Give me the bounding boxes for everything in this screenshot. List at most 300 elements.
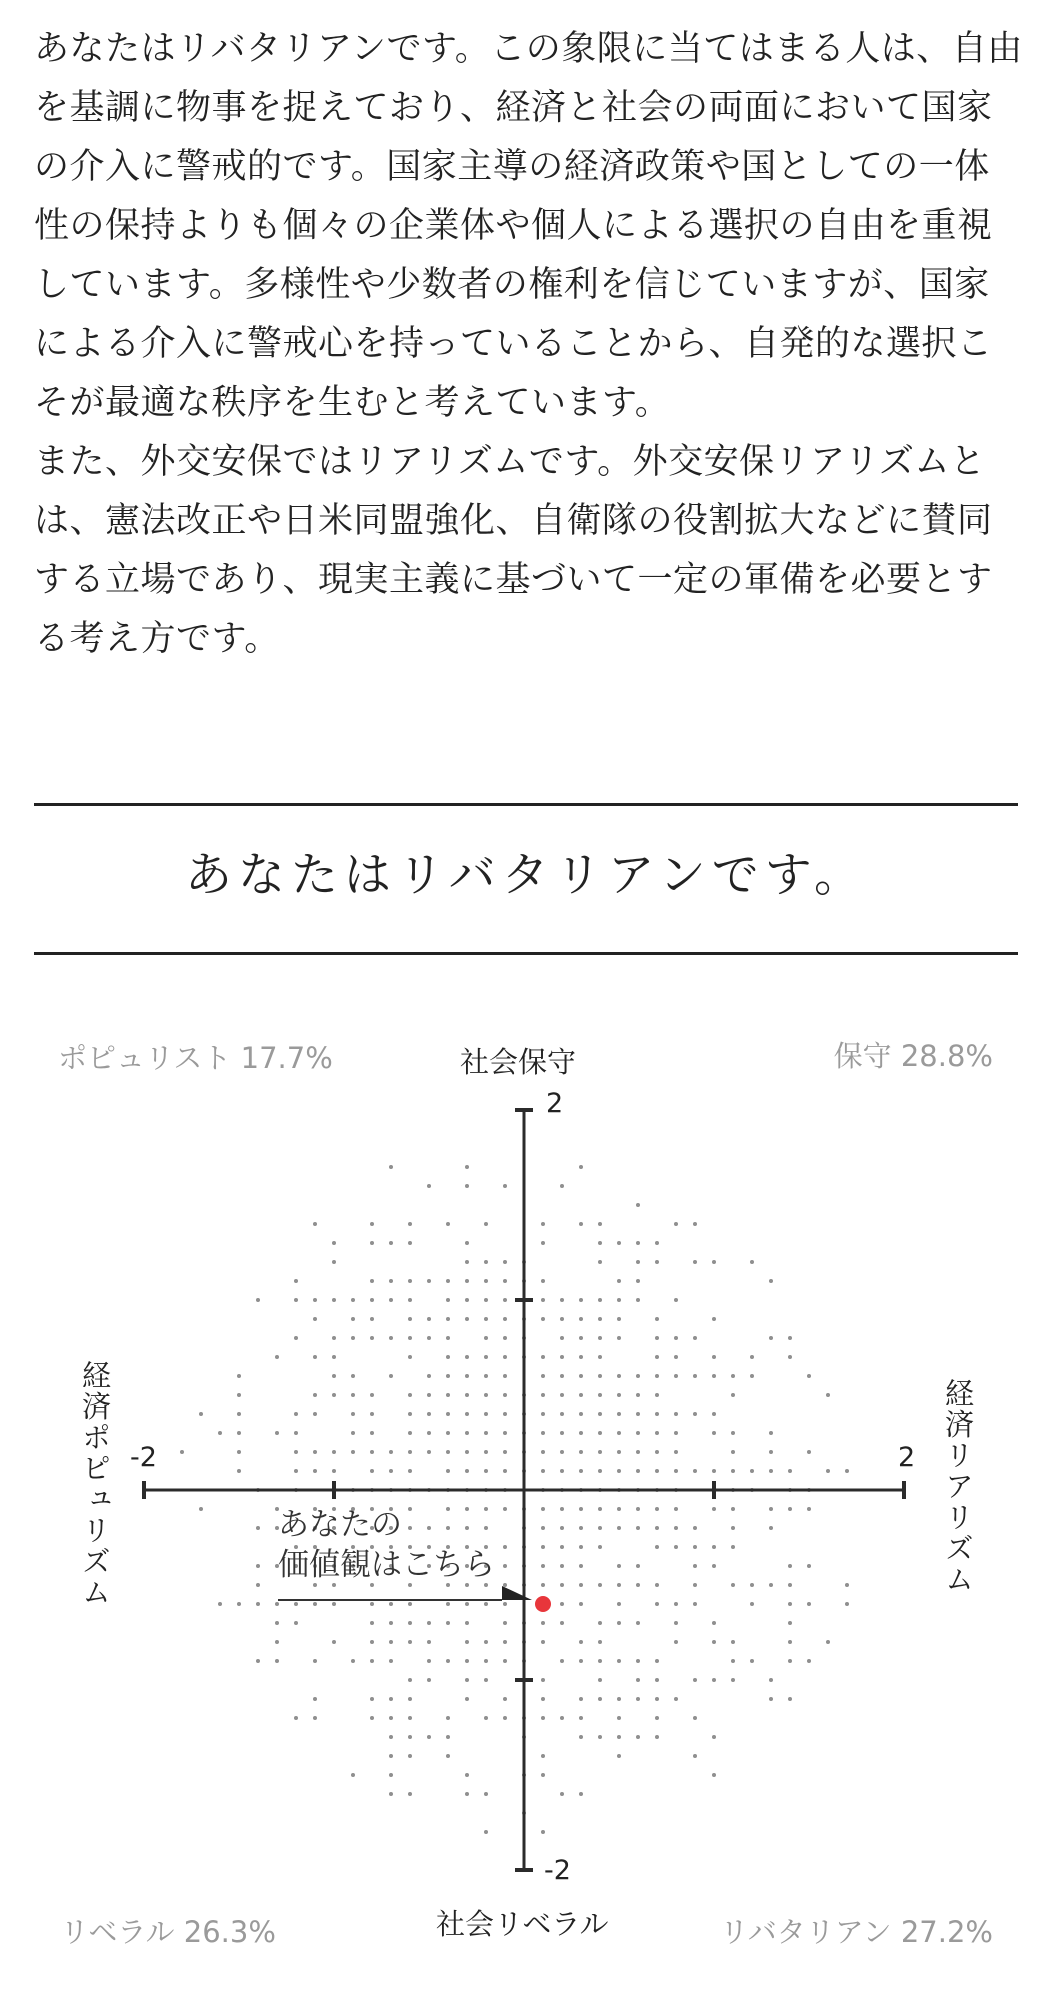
respondent-dot <box>598 1336 602 1340</box>
respondent-dot <box>465 1412 469 1416</box>
respondent-dot <box>313 1716 317 1720</box>
respondent-dot <box>389 1279 393 1283</box>
respondent-dot <box>598 1545 602 1549</box>
respondent-dot <box>275 1431 279 1435</box>
respondent-dot <box>788 1336 792 1340</box>
respondent-dot <box>579 1336 583 1340</box>
respondent-dot <box>446 1602 450 1606</box>
respondent-dot <box>788 1583 792 1587</box>
respondent-dot <box>408 1279 412 1283</box>
respondent-dot <box>446 1317 450 1321</box>
respondent-dot <box>389 1754 393 1758</box>
respondent-dot <box>598 1374 602 1378</box>
respondent-dot <box>655 1583 659 1587</box>
respondent-dot <box>788 1640 792 1644</box>
respondent-dot <box>750 1469 754 1473</box>
respondent-dot <box>693 1678 697 1682</box>
respondent-dot <box>541 1241 545 1245</box>
respondent-dot <box>484 1355 488 1359</box>
respondent-dot <box>484 1659 488 1663</box>
respondent-dot <box>693 1583 697 1587</box>
respondent-dot <box>579 1393 583 1397</box>
respondent-dot <box>294 1336 298 1340</box>
respondent-dot <box>636 1393 640 1397</box>
your-position-dot <box>535 1596 551 1612</box>
respondent-dot <box>712 1564 716 1568</box>
respondent-dot <box>541 1298 545 1302</box>
respondent-dot <box>503 1640 507 1644</box>
respondent-dot <box>674 1697 678 1701</box>
respondent-dot <box>427 1336 431 1340</box>
respondent-dot <box>674 1298 678 1302</box>
respondent-dot <box>503 1545 507 1549</box>
respondent-dot <box>617 1602 621 1606</box>
respondent-dot <box>503 1393 507 1397</box>
respondent-dot <box>750 1583 754 1587</box>
axis-label-economic-realism: 経済リアリズム <box>941 1378 975 1595</box>
respondent-dot <box>712 1431 716 1435</box>
respondent-dot <box>826 1393 830 1397</box>
respondent-dot <box>693 1336 697 1340</box>
respondent-dot <box>693 1526 697 1530</box>
respondent-dot <box>674 1431 678 1435</box>
respondent-dot <box>465 1697 469 1701</box>
respondent-dot <box>370 1412 374 1416</box>
respondent-dot <box>351 1336 355 1340</box>
respondent-dot <box>256 1602 260 1606</box>
respondent-dot <box>674 1621 678 1625</box>
respondent-dot <box>465 1241 469 1245</box>
respondent-dot <box>826 1640 830 1644</box>
respondent-dot <box>598 1450 602 1454</box>
respondent-dot <box>275 1602 279 1606</box>
respondent-dot <box>408 1602 412 1606</box>
respondent-dot <box>370 1431 374 1435</box>
respondent-dot <box>769 1583 773 1587</box>
respondent-dot <box>674 1355 678 1359</box>
respondent-dot <box>598 1507 602 1511</box>
respondent-dot <box>503 1317 507 1321</box>
respondent-dot <box>465 1355 469 1359</box>
respondent-dot <box>237 1602 241 1606</box>
respondent-dot <box>408 1735 412 1739</box>
respondent-dot <box>332 1469 336 1473</box>
respondent-dot <box>788 1507 792 1511</box>
respondent-dot <box>693 1716 697 1720</box>
respondent-dot <box>313 1697 317 1701</box>
respondent-dot <box>674 1602 678 1606</box>
respondent-dot <box>351 1298 355 1302</box>
respondent-dot <box>351 1393 355 1397</box>
y-axis-max-label: 2 <box>546 1088 564 1119</box>
respondent-dot <box>769 1431 773 1435</box>
respondent-dot <box>560 1317 564 1321</box>
respondent-dot <box>750 1659 754 1663</box>
respondent-dots <box>180 1165 849 1834</box>
respondent-dot <box>750 1260 754 1264</box>
respondent-dot <box>465 1260 469 1264</box>
respondent-dot <box>465 1393 469 1397</box>
respondent-dot <box>541 1393 545 1397</box>
respondent-dot <box>294 1716 298 1720</box>
your-position-label-line-1: あなたの <box>278 1507 402 1543</box>
respondent-dot <box>560 1184 564 1188</box>
respondent-dot <box>617 1754 621 1758</box>
respondent-dot <box>503 1184 507 1188</box>
respondent-dot <box>598 1317 602 1321</box>
respondent-dot <box>446 1393 450 1397</box>
respondent-dot <box>427 1431 431 1435</box>
respondent-dot <box>617 1412 621 1416</box>
respondent-dot <box>484 1412 488 1416</box>
respondent-dot <box>541 1678 545 1682</box>
respondent-dot <box>788 1355 792 1359</box>
respondent-dot <box>807 1564 811 1568</box>
respondent-dot <box>731 1526 735 1530</box>
respondent-dot <box>389 1602 393 1606</box>
respondent-dot <box>617 1507 621 1511</box>
respondent-dot <box>541 1450 545 1454</box>
respondent-dot <box>579 1659 583 1663</box>
respondent-dot <box>370 1621 374 1625</box>
respondent-dot <box>807 1374 811 1378</box>
respondent-dot <box>427 1412 431 1416</box>
respondent-dot <box>484 1298 488 1302</box>
respondent-dot <box>807 1659 811 1663</box>
respondent-dot <box>636 1469 640 1473</box>
respondent-dot <box>636 1697 640 1701</box>
respondent-dot <box>541 1716 545 1720</box>
respondent-dot <box>560 1412 564 1416</box>
respondent-dot <box>484 1792 488 1796</box>
respondent-dot <box>807 1450 811 1454</box>
axis-label-social-liberal: 社会リベラル <box>436 1907 609 1941</box>
respondent-dot <box>598 1735 602 1739</box>
respondent-dot <box>427 1317 431 1321</box>
respondent-dot <box>655 1450 659 1454</box>
respondent-dot <box>712 1773 716 1777</box>
respondent-dot <box>769 1697 773 1701</box>
respondent-dot <box>598 1431 602 1435</box>
respondent-dot <box>845 1583 849 1587</box>
respondent-dot <box>237 1450 241 1454</box>
respondent-dot <box>731 1393 735 1397</box>
respondent-dot <box>351 1317 355 1321</box>
respondent-dot <box>693 1260 697 1264</box>
respondent-dot <box>560 1298 564 1302</box>
respondent-dot <box>655 1716 659 1720</box>
respondent-dot <box>484 1260 488 1264</box>
respondent-dot <box>332 1640 336 1644</box>
respondent-dot <box>579 1431 583 1435</box>
respondent-dot <box>370 1659 374 1663</box>
chart-axes <box>144 1110 904 1870</box>
respondent-dot <box>617 1526 621 1530</box>
respondent-dot <box>427 1621 431 1625</box>
respondent-dot <box>560 1355 564 1359</box>
respondent-dot <box>674 1336 678 1340</box>
respondent-dot <box>370 1279 374 1283</box>
respondent-dot <box>332 1450 336 1454</box>
respondent-dot <box>180 1450 184 1454</box>
respondent-dot <box>332 1336 336 1340</box>
respondent-dot <box>541 1773 545 1777</box>
respondent-dot <box>446 1374 450 1378</box>
respondent-dot <box>408 1355 412 1359</box>
respondent-dot <box>617 1659 621 1663</box>
respondent-dot <box>655 1241 659 1245</box>
respondent-dot <box>769 1450 773 1454</box>
respondent-dot <box>731 1431 735 1435</box>
respondent-dot <box>332 1355 336 1359</box>
respondent-dot <box>332 1374 336 1378</box>
respondent-dot <box>617 1241 621 1245</box>
respondent-dot <box>503 1602 507 1606</box>
respondent-dot <box>275 1659 279 1663</box>
respondent-dot <box>503 1621 507 1625</box>
respondent-dot <box>807 1602 811 1606</box>
respondent-dot <box>503 1583 507 1587</box>
respondent-dot <box>579 1507 583 1511</box>
respondent-dot <box>465 1374 469 1378</box>
respondent-dot <box>465 1678 469 1682</box>
respondent-dot <box>503 1355 507 1359</box>
respondent-dot <box>636 1450 640 1454</box>
respondent-dot <box>465 1184 469 1188</box>
respondent-dot <box>446 1431 450 1435</box>
respondent-dot <box>237 1412 241 1416</box>
respondent-dot <box>541 1222 545 1226</box>
respondent-dot <box>617 1279 621 1283</box>
respondent-dot <box>674 1450 678 1454</box>
respondent-dot <box>370 1393 374 1397</box>
respondent-dot <box>579 1716 583 1720</box>
respondent-dot <box>313 1222 317 1226</box>
axis-label-social-conservative: 社会保守 <box>460 1045 577 1079</box>
respondent-dot <box>294 1450 298 1454</box>
respondent-dot <box>617 1374 621 1378</box>
respondent-dot <box>294 1431 298 1435</box>
respondent-dot <box>560 1336 564 1340</box>
respondent-dot <box>636 1260 640 1264</box>
respondent-dot <box>826 1469 830 1473</box>
respondent-dot <box>503 1659 507 1663</box>
respondent-dot <box>503 1716 507 1720</box>
respondent-dot <box>693 1469 697 1473</box>
respondent-dot <box>579 1583 583 1587</box>
respondent-dot <box>256 1564 260 1568</box>
respondent-dot <box>465 1165 469 1169</box>
respondent-dot <box>351 1374 355 1378</box>
respondent-dot <box>769 1678 773 1682</box>
respondent-dot <box>389 1659 393 1663</box>
respondent-dot <box>617 1564 621 1568</box>
respondent-dot <box>560 1374 564 1378</box>
respondent-dot <box>560 1602 564 1606</box>
respondent-dot <box>560 1583 564 1587</box>
respondent-dot <box>332 1260 336 1264</box>
respondent-dot <box>427 1450 431 1454</box>
respondent-dot <box>636 1374 640 1378</box>
respondent-dot <box>313 1659 317 1663</box>
respondent-dot <box>560 1564 564 1568</box>
respondent-dot <box>503 1507 507 1511</box>
respondent-dot <box>598 1621 602 1625</box>
respondent-dot <box>541 1697 545 1701</box>
respondent-dot <box>503 1412 507 1416</box>
respondent-dot <box>655 1545 659 1549</box>
respondent-dot <box>351 1773 355 1777</box>
respondent-dot <box>598 1469 602 1473</box>
respondent-dot <box>788 1469 792 1473</box>
respondent-dot <box>750 1602 754 1606</box>
respondent-dot <box>408 1469 412 1473</box>
respondent-dot <box>655 1393 659 1397</box>
respondent-dot <box>465 1298 469 1302</box>
respondent-dot <box>674 1545 678 1549</box>
respondent-dot <box>408 1621 412 1625</box>
respondent-dot <box>655 1602 659 1606</box>
respondent-dot <box>636 1298 640 1302</box>
respondent-dot <box>370 1697 374 1701</box>
respondent-dot <box>446 1735 450 1739</box>
respondent-dot <box>598 1298 602 1302</box>
respondent-dot <box>427 1279 431 1283</box>
respondent-dot <box>408 1241 412 1245</box>
respondent-dot <box>389 1697 393 1701</box>
respondent-dot <box>541 1564 545 1568</box>
respondent-dot <box>560 1621 564 1625</box>
respondent-dot <box>351 1450 355 1454</box>
respondent-dot <box>370 1450 374 1454</box>
respondent-dot <box>579 1317 583 1321</box>
respondent-dot <box>313 1412 317 1416</box>
respondent-dot <box>427 1735 431 1739</box>
respondent-dot <box>484 1678 488 1682</box>
respondent-dot <box>845 1469 849 1473</box>
respondent-dot <box>446 1450 450 1454</box>
respondent-dot <box>731 1507 735 1511</box>
respondent-dot <box>294 1412 298 1416</box>
respondent-dot <box>541 1469 545 1473</box>
respondent-dot <box>370 1222 374 1226</box>
respondent-dot <box>465 1773 469 1777</box>
respondent-dot <box>579 1165 583 1169</box>
respondent-dot <box>294 1621 298 1625</box>
respondent-dot <box>712 1469 716 1473</box>
respondent-dot <box>674 1374 678 1378</box>
respondent-dot <box>712 1507 716 1511</box>
respondent-dot <box>465 1792 469 1796</box>
respondent-dot <box>598 1583 602 1587</box>
respondent-dot <box>693 1754 697 1758</box>
respondent-dot <box>636 1659 640 1663</box>
respondent-dot <box>579 1564 583 1568</box>
respondent-dot <box>617 1450 621 1454</box>
respondent-dot <box>351 1431 355 1435</box>
respondent-dot <box>465 1621 469 1625</box>
respondent-dot <box>617 1393 621 1397</box>
respondent-dot <box>712 1260 716 1264</box>
respondent-dot <box>579 1222 583 1226</box>
respondent-dot <box>731 1374 735 1378</box>
respondent-dot <box>617 1583 621 1587</box>
respondent-dot <box>655 1412 659 1416</box>
respondent-dot <box>560 1659 564 1663</box>
respondent-dot <box>693 1222 697 1226</box>
respondent-dot <box>598 1659 602 1663</box>
respondent-dot <box>408 1431 412 1435</box>
respondent-dot <box>636 1279 640 1283</box>
respondent-dot <box>636 1678 640 1682</box>
description-paragraph-1: あなたはリバタリアンです。この象限に当てはまる人は、自由を基調に物事を捉えており、経済と社会の両面において国家の介入に警戒的です。国家主導の経済政策や国としての一体性の保持よりも個々の企業体や個人による選択の自由を重視しています。多様性や少数者の権利を信じていますが、国家による介入に警戒心を持っていることから、自発的な選択こそが最適な秩序を生むと考えています。 <box>34 29 1023 423</box>
respondent-dot <box>655 1659 659 1663</box>
respondent-dot <box>484 1830 488 1834</box>
respondent-dot <box>313 1469 317 1473</box>
respondent-dot <box>655 1507 659 1511</box>
respondent-dot <box>332 1241 336 1245</box>
respondent-dot <box>427 1184 431 1188</box>
respondent-dot <box>313 1450 317 1454</box>
respondent-dot <box>408 1222 412 1226</box>
respondent-dot <box>465 1469 469 1473</box>
respondent-dot <box>389 1792 393 1796</box>
respondent-dot <box>636 1526 640 1530</box>
respondent-dot <box>541 1640 545 1644</box>
respondent-dot <box>579 1602 583 1606</box>
respondent-dot <box>693 1602 697 1606</box>
respondent-dot <box>617 1336 621 1340</box>
respondent-dot <box>750 1355 754 1359</box>
respondent-dot <box>446 1659 450 1663</box>
respondent-dot <box>484 1450 488 1454</box>
respondent-dot <box>389 1374 393 1378</box>
respondent-dot <box>237 1469 241 1473</box>
respondent-dot <box>636 1203 640 1207</box>
respondent-dot <box>579 1412 583 1416</box>
respondent-dot <box>655 1526 659 1530</box>
respondent-dot <box>788 1621 792 1625</box>
respondent-dot <box>560 1545 564 1549</box>
respondent-dot <box>636 1735 640 1739</box>
respondent-dot <box>674 1507 678 1511</box>
respondent-dot <box>484 1431 488 1435</box>
respondent-dot <box>465 1317 469 1321</box>
respondent-dot <box>370 1241 374 1245</box>
respondent-dot <box>541 1583 545 1587</box>
respondent-dot <box>484 1469 488 1473</box>
respondent-dot <box>579 1298 583 1302</box>
respondent-dot <box>560 1507 564 1511</box>
quadrant-label-conservative: 保守 28.8% <box>833 1039 993 1073</box>
respondent-dot <box>484 1222 488 1226</box>
respondent-dot <box>712 1374 716 1378</box>
respondent-dot <box>655 1735 659 1739</box>
respondent-dot <box>408 1792 412 1796</box>
respondent-dot <box>769 1469 773 1473</box>
respondent-dot <box>617 1621 621 1625</box>
respondent-dot <box>408 1393 412 1397</box>
respondent-dot <box>408 1298 412 1302</box>
respondent-dot <box>560 1526 564 1530</box>
respondent-dot <box>712 1545 716 1549</box>
respondent-dot <box>484 1317 488 1321</box>
respondent-dot <box>446 1336 450 1340</box>
respondent-dot <box>560 1792 564 1796</box>
respondent-dot <box>598 1260 602 1264</box>
quadrant-label-libertarian: リバタリアン 27.2% <box>719 1915 993 1949</box>
respondent-dot <box>541 1545 545 1549</box>
